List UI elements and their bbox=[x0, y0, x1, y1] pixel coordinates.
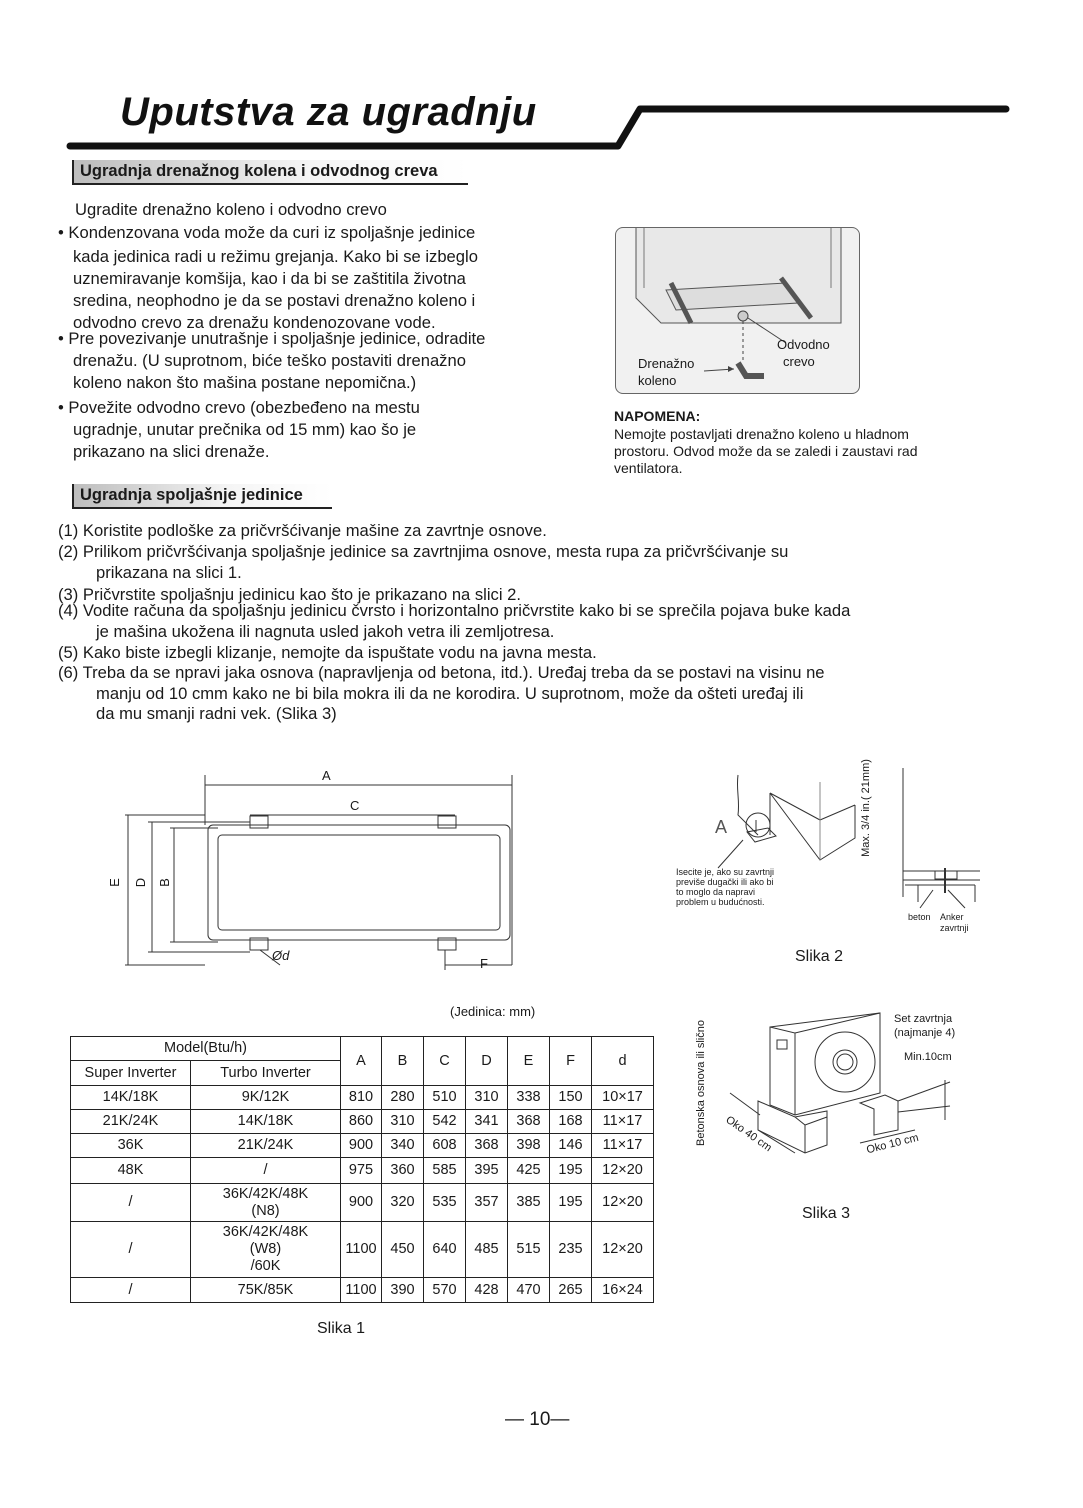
list-item: (3) Pričvrstite spoljašnju jedinicu kao što je prikazano na slici 2. bbox=[58, 585, 521, 604]
cell-turbo-inverter bbox=[191, 1184, 341, 1222]
cell-dimension: 1100 bbox=[341, 1278, 382, 1303]
cell-dimension: 385 bbox=[508, 1184, 550, 1222]
cell-super-inverter: 14K/18K bbox=[71, 1086, 191, 1110]
label-concrete-base: Betonska osnova ili slično bbox=[694, 1020, 707, 1146]
list-item: (4) Vodite računa da spoljašnju jedinicu čvrsto i horizontalno pričvrstite kako bi se sprečila pojava buke kada bbox=[58, 601, 851, 620]
table-row bbox=[71, 1222, 654, 1278]
cell-dimension: 357 bbox=[466, 1184, 508, 1222]
cell-super-inverter: / bbox=[71, 1278, 191, 1303]
table-header-turbo: Turbo Inverter bbox=[191, 1061, 341, 1086]
dim-label-c: C bbox=[350, 798, 360, 813]
cell-dimension: 11×17 bbox=[592, 1110, 654, 1134]
cell-turbo-inverter: 14K/18K bbox=[191, 1110, 341, 1134]
figure-3-foundation bbox=[694, 1005, 990, 1170]
table-header: E bbox=[508, 1037, 550, 1086]
cell-dimension: 280 bbox=[382, 1086, 424, 1110]
figure-1-dimensions bbox=[100, 760, 530, 980]
note-line: Nemojte postavljati drenažno koleno u hladnom bbox=[614, 426, 909, 442]
label-bolt-set: Set zavrtnja bbox=[894, 1013, 953, 1025]
table-header: C bbox=[424, 1037, 466, 1086]
cell-dimension: 146 bbox=[550, 1134, 592, 1158]
cell-dimension: 265 bbox=[550, 1278, 592, 1303]
list-item: prikazana na slici 1. bbox=[96, 563, 242, 582]
label-drain-hose: crevo bbox=[783, 354, 815, 369]
cell-turbo-inverter: 75K/85K bbox=[191, 1278, 341, 1303]
list-item: da mu smanji radni vek. (Slika 3) bbox=[96, 704, 337, 723]
cell-dimension: 341 bbox=[466, 1110, 508, 1134]
dim-label-a: A bbox=[322, 768, 331, 783]
cell-dimension: 16×24 bbox=[592, 1278, 654, 1303]
cell-super-inverter: / bbox=[71, 1184, 191, 1222]
table-row bbox=[71, 1278, 654, 1303]
cell-dimension: 390 bbox=[382, 1278, 424, 1303]
cell-dimension: 398 bbox=[508, 1134, 550, 1158]
table-header: A bbox=[341, 1037, 382, 1086]
table-row bbox=[71, 1158, 654, 1184]
cell-line: /60K bbox=[250, 1258, 281, 1274]
dim-label-d: D bbox=[133, 877, 149, 888]
cell-dimension: 860 bbox=[341, 1110, 382, 1134]
table-row bbox=[71, 1184, 654, 1222]
cell-super-inverter: 36K bbox=[71, 1134, 191, 1158]
cell-dimension: 542 bbox=[424, 1110, 466, 1134]
label-drain-hose: Odvodno bbox=[777, 337, 830, 352]
cell-super-inverter: 21K/24K bbox=[71, 1110, 191, 1134]
cell-dimension: 450 bbox=[382, 1222, 424, 1278]
list-item: (6) Treba da se npravi jaka osnova (napravljenja od betona, itd.). Uređaj treba da se postavi na visinu ne bbox=[58, 663, 825, 682]
list-item: (2) Prilikom pričvršćivanja spoljašnje jedinice sa zavrtnjima osnove, mesta rupa za pričvršćivanje su bbox=[58, 542, 789, 561]
list-item: (5) Kako biste izbegli klizanje, nemojte da ispuštate vodu na javna mesta. bbox=[58, 643, 597, 662]
cell-line: (W8) bbox=[249, 1241, 282, 1257]
label-width: Oko 10 cm bbox=[865, 1131, 920, 1157]
label-anchor-bolts: Anker zavrtnji bbox=[940, 912, 969, 933]
cell-dimension: 12×20 bbox=[592, 1184, 654, 1222]
cell-dimension: 195 bbox=[550, 1184, 592, 1222]
text-line: prikazano na slici drenaže. bbox=[73, 442, 270, 461]
cell-dimension: 10×17 bbox=[592, 1086, 654, 1110]
cell-dimension: 570 bbox=[424, 1278, 466, 1303]
cut-note: problem u budućnosti. bbox=[676, 897, 765, 907]
dim-label-f: F bbox=[480, 956, 488, 971]
section-heading-drain: Ugradnja drenažnog kolena i odvodnog creva bbox=[72, 160, 468, 185]
table-row bbox=[71, 1086, 654, 1110]
cell-turbo-inverter: 9K/12K bbox=[191, 1086, 341, 1110]
page-number: — 10— bbox=[505, 1409, 570, 1430]
cell-dimension: 585 bbox=[424, 1158, 466, 1184]
label-bolt-set: (najmanje 4) bbox=[894, 1027, 956, 1039]
label-detail-a: A bbox=[715, 817, 728, 837]
table-header: B bbox=[382, 1037, 424, 1086]
text-line: uznemiravanje komšija, kao i da bi se zaštitila životna bbox=[73, 269, 466, 288]
cell-dimension: 470 bbox=[508, 1278, 550, 1303]
figure-2-mounting bbox=[650, 750, 990, 933]
table-header: D bbox=[466, 1037, 508, 1086]
cell-dimension: 535 bbox=[424, 1184, 466, 1222]
table-header-model: Model(Btu/h) bbox=[71, 1037, 341, 1061]
cell-dimension: 310 bbox=[382, 1110, 424, 1134]
cell-dimension: 168 bbox=[550, 1110, 592, 1134]
text-line: drenažu. (U suprotnom, biće teško postaviti drenažno bbox=[73, 351, 466, 370]
cell-super-inverter: / bbox=[71, 1222, 191, 1278]
cell-dimension: 360 bbox=[382, 1158, 424, 1184]
figure-2-caption: Slika 2 bbox=[795, 948, 844, 965]
text-line: koleno nakon što mašina postane nepomična.) bbox=[73, 373, 417, 392]
list-item: (1) Koristite podloške za pričvršćivanje mašine za zavrtnje osnove. bbox=[58, 521, 547, 540]
dim-label-b: B bbox=[156, 878, 172, 887]
figure-3-caption: Slika 3 bbox=[802, 1205, 851, 1222]
text-line: • Pre povezivanje unutrašnje i spoljašnje jedinice, odradite bbox=[58, 329, 486, 348]
cell-dimension: 195 bbox=[550, 1158, 592, 1184]
cell-dimension: 340 bbox=[382, 1134, 424, 1158]
list-item: manju od 10 cmm kako ne bi bila mokra ili da ne korodira. U suprotnom, može da ošteti uređaj ili bbox=[96, 684, 804, 703]
cut-note: to moglo da napravi bbox=[676, 887, 756, 897]
table-row bbox=[71, 1134, 654, 1158]
cell-turbo-inverter: / bbox=[191, 1158, 341, 1184]
text-line: Ugradite drenažno koleno i odvodno crevo bbox=[75, 200, 387, 219]
cell-dimension: 310 bbox=[466, 1086, 508, 1110]
cell-dimension: 975 bbox=[341, 1158, 382, 1184]
label-drain-elbow: Drenažno bbox=[638, 356, 695, 371]
cell-line: 36K/42K/48K bbox=[222, 1224, 309, 1240]
table-header-super: Super Inverter bbox=[71, 1061, 191, 1086]
dim-label-e: E bbox=[106, 878, 122, 887]
cell-dimension: 235 bbox=[550, 1222, 592, 1278]
cell-dimension: 510 bbox=[424, 1086, 466, 1110]
unit-note: (Jedinica: mm) bbox=[450, 1004, 536, 1019]
cell-line: 36K/42K/48K bbox=[222, 1185, 309, 1202]
list-item: je mašina ukožena ili nagnuta usled jakoh vetra ili zemljotresa. bbox=[96, 622, 555, 641]
cut-note: previše dugački ili ako bi bbox=[676, 877, 774, 887]
label-drain-elbow: koleno bbox=[638, 373, 677, 388]
cell-dimension: 425 bbox=[508, 1158, 550, 1184]
text-line: sredina, neophodno je da se postavi drenažno koleno i bbox=[73, 291, 476, 310]
cell-dimension: 12×20 bbox=[592, 1158, 654, 1184]
cell-dimension: 395 bbox=[466, 1158, 508, 1184]
cell-dimension: 320 bbox=[382, 1184, 424, 1222]
note-line: prostoru. Odvod može da se zaledi i zaustavi rad bbox=[614, 443, 918, 459]
text-line: kada jedinica radi u režimu grejanja. Kako bi se izbeglo bbox=[73, 247, 478, 266]
note-line: ventilatora. bbox=[614, 460, 683, 476]
label-concrete: beton bbox=[908, 912, 931, 922]
figure-1-caption: Slika 1 bbox=[317, 1320, 366, 1337]
cell-dimension: 810 bbox=[341, 1086, 382, 1110]
cell-dimension: 1100 bbox=[341, 1222, 382, 1278]
cell-super-inverter: 48K bbox=[71, 1158, 191, 1184]
cell-dimension: 900 bbox=[341, 1184, 382, 1222]
cut-note: Isecite je, ako su zavrtnji bbox=[676, 867, 775, 877]
cell-dimension: 12×20 bbox=[592, 1222, 654, 1278]
text-line: • Povežite odvodno crevo (obezbeđeno na mestu bbox=[58, 398, 420, 417]
label-min-height: Min.10cm bbox=[904, 1051, 952, 1063]
drain-figure bbox=[615, 227, 860, 394]
cell-turbo-inverter bbox=[191, 1222, 341, 1278]
table-header: F bbox=[550, 1037, 592, 1086]
cell-dimension: 900 bbox=[341, 1134, 382, 1158]
page-title: Uputstva za ugradnju bbox=[120, 90, 537, 134]
table-header: d bbox=[592, 1037, 654, 1086]
cell-dimension: 428 bbox=[466, 1278, 508, 1303]
cell-dimension: 368 bbox=[508, 1110, 550, 1134]
cell-line: (N8) bbox=[251, 1202, 280, 1219]
cell-turbo-inverter: 21K/24K bbox=[191, 1134, 341, 1158]
cell-dimension: 150 bbox=[550, 1086, 592, 1110]
max-bolt-label: Max. 3/4 in.( 21mm) bbox=[859, 759, 872, 857]
text-line: odvodno crevo za drenažu kondenozovane vode. bbox=[73, 313, 436, 332]
cell-dimension: 338 bbox=[508, 1086, 550, 1110]
cell-dimension: 11×17 bbox=[592, 1134, 654, 1158]
cell-dimension: 368 bbox=[466, 1134, 508, 1158]
title-rule bbox=[0, 0, 1083, 160]
dimension-table bbox=[70, 1036, 654, 1303]
section-heading-outdoor: Ugradnja spoljašnje jedinice bbox=[72, 484, 332, 509]
dim-label-hole: Ød bbox=[272, 948, 290, 963]
cell-dimension: 640 bbox=[424, 1222, 466, 1278]
text-line: ugradnje, unutar prečnika od 15 mm) kao šo je bbox=[73, 420, 417, 439]
cell-dimension: 515 bbox=[508, 1222, 550, 1278]
note-heading: NAPOMENA: bbox=[614, 408, 701, 424]
cell-dimension: 608 bbox=[424, 1134, 466, 1158]
text-line: • Kondenzovana voda može da curi iz spoljašnje jedinice bbox=[58, 223, 476, 242]
table-row bbox=[71, 1110, 654, 1134]
cell-dimension: 485 bbox=[466, 1222, 508, 1278]
label-depth: Oko 40 cm bbox=[723, 1113, 774, 1155]
